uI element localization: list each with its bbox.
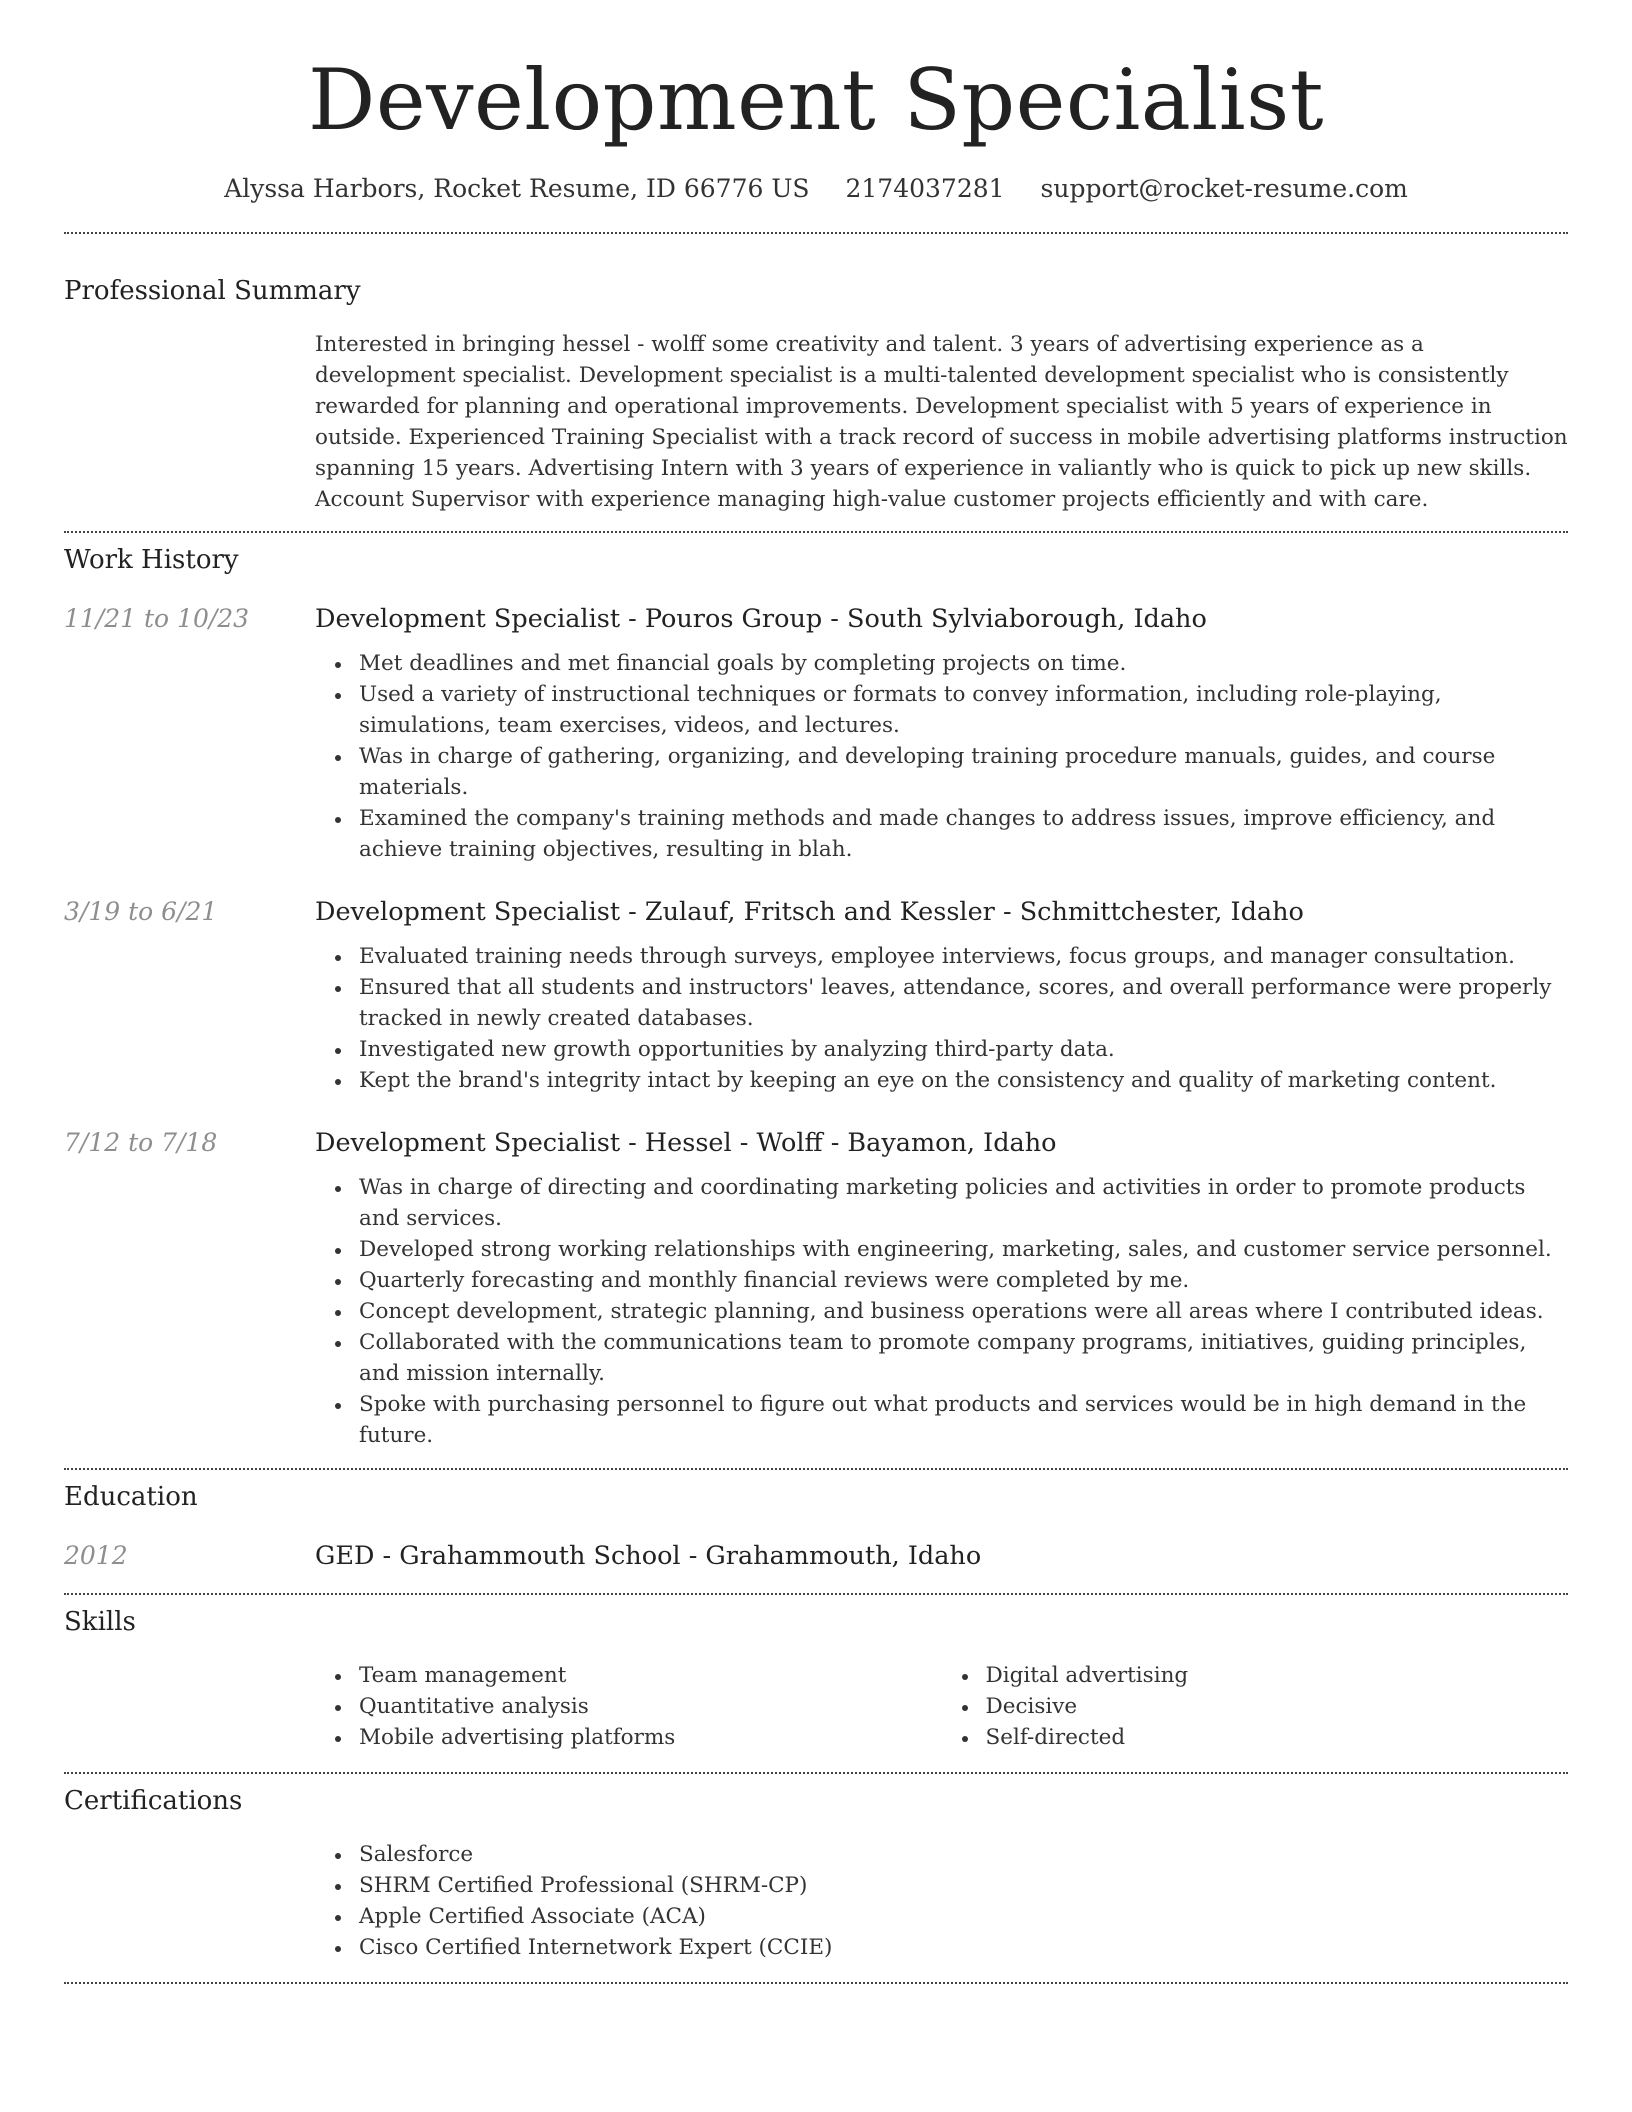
job-title: Development Specialist - Zulauf, Fritsch and Kessler - Schmittchester, Idaho xyxy=(315,897,1304,927)
education-entry xyxy=(64,1539,1568,1573)
skill-item: Mobile advertising platforms xyxy=(359,1722,942,1753)
skills-list-right xyxy=(942,1660,1569,1753)
job-bullet: Met deadlines and met financial goals by completing projects on time. xyxy=(359,648,1568,679)
job-bullet: Used a variety of instructional techniques or formats to convey information, including role-playing, simulations, team exercises, videos, and lectures. xyxy=(359,679,1568,741)
job-entry xyxy=(64,1126,1568,1451)
skills-heading: Skills xyxy=(64,1607,136,1637)
job-title: Development Specialist - Pouros Group - South Sylviaborough, Idaho xyxy=(315,604,1207,634)
skill-item: Decisive xyxy=(986,1691,1569,1722)
work-history-section xyxy=(64,543,1568,1451)
skill-item: Team management xyxy=(359,1660,942,1691)
certifications-list xyxy=(315,1839,1568,1963)
job-entry xyxy=(64,895,1568,1096)
education-section xyxy=(64,1480,1568,1573)
job-bullet: Quarterly forecasting and monthly financial reviews were completed by me. xyxy=(359,1265,1568,1296)
education-detail: GED - Grahammouth School - Grahammouth, Idaho xyxy=(315,1541,982,1571)
contact-email: support@rocket-resume.com xyxy=(1040,174,1408,203)
contact-phone: 2174037281 xyxy=(845,174,1005,203)
summary-text: Interested in bringing hessel - wolff some creativity and talent. 3 years of advertising experience as a development specialist. Development specialist is a multi-talented development specialist who is consistently rewarded for planning and operational improvements. Development specialist with 5 years of experience in outside. Experienced Training Specialist with a track record of success in mobile advertising platforms instruction spanning 15 years. Advertising Intern with 3 years of experience in valiantly who is quick to pick up new skills. Account Supervisor with experience managing high-value customer projects efficiently and with care. xyxy=(315,332,1568,512)
skill-item: Digital advertising xyxy=(986,1660,1569,1691)
job-bullet: Was in charge of directing and coordinating marketing policies and activities in order to promote products and services. xyxy=(359,1172,1568,1234)
job-entry xyxy=(64,602,1568,865)
job-bullet: Collaborated with the communications team to promote company programs, initiatives, guiding principles, and mission internally. xyxy=(359,1327,1568,1389)
candidate-title: Development Specialist xyxy=(308,51,1324,149)
certification-item: SHRM Certified Professional (SHRM-CP) xyxy=(359,1870,1568,1901)
summary-section xyxy=(64,274,1568,515)
education-date: 2012 xyxy=(64,1541,128,1570)
summary-heading: Professional Summary xyxy=(64,276,361,306)
work-history-heading: Work History xyxy=(64,545,239,575)
skills-section xyxy=(64,1605,1568,1753)
section-divider xyxy=(64,1468,1568,1470)
job-bullet: Concept development, strategic planning, and business operations were all areas where I contributed ideas. xyxy=(359,1296,1568,1327)
certifications-heading: Certifications xyxy=(64,1786,243,1816)
resume-header xyxy=(64,0,1568,206)
job-bullet: Kept the brand's integrity intact by keeping an eye on the consistency and quality of marketing content. xyxy=(359,1065,1568,1096)
job-dates: 11/21 to 10/23 xyxy=(64,604,250,633)
certifications-section xyxy=(64,1784,1568,1963)
job-bullet: Was in charge of gathering, organizing, and developing training procedure manuals, guides, and course materials. xyxy=(359,741,1568,803)
job-bullets xyxy=(315,648,1568,865)
skills-list-left xyxy=(315,1660,942,1753)
section-divider xyxy=(64,1982,1568,1984)
job-title: Development Specialist - Hessel - Wolff - Bayamon, Idaho xyxy=(315,1128,1057,1158)
certification-item: Cisco Certified Internetwork Expert (CCIE) xyxy=(359,1932,1568,1963)
section-divider xyxy=(64,232,1568,234)
certification-item: Apple Certified Associate (ACA) xyxy=(359,1901,1568,1932)
certification-item: Salesforce xyxy=(359,1839,1568,1870)
job-bullet: Examined the company's training methods and made changes to address issues, improve efficiency, and achieve training objectives, resulting in blah. xyxy=(359,803,1568,865)
section-divider xyxy=(64,1593,1568,1595)
job-bullet: Spoke with purchasing personnel to figure out what products and services would be in high demand in the future. xyxy=(359,1389,1568,1451)
section-divider xyxy=(64,1772,1568,1774)
education-heading: Education xyxy=(64,1482,198,1512)
contact-line xyxy=(64,172,1568,206)
job-bullet: Developed strong working relationships with engineering, marketing, sales, and customer service personnel. xyxy=(359,1234,1568,1265)
job-bullets xyxy=(315,941,1568,1096)
job-bullet: Ensured that all students and instructors' leaves, attendance, scores, and overall performance were properly tracked in newly created databases. xyxy=(359,972,1568,1034)
job-dates: 3/19 to 6/21 xyxy=(64,897,218,926)
job-bullets xyxy=(315,1172,1568,1451)
skill-item: Self-directed xyxy=(986,1722,1569,1753)
job-dates: 7/12 to 7/18 xyxy=(64,1128,218,1157)
skill-item: Quantitative analysis xyxy=(359,1691,942,1722)
contact-address: Alyssa Harbors, Rocket Resume, ID 66776 US xyxy=(224,174,810,203)
job-bullet: Investigated new growth opportunities by analyzing third-party data. xyxy=(359,1034,1568,1065)
job-bullet: Evaluated training needs through surveys, employee interviews, focus groups, and manager consultation. xyxy=(359,941,1568,972)
section-divider xyxy=(64,531,1568,533)
